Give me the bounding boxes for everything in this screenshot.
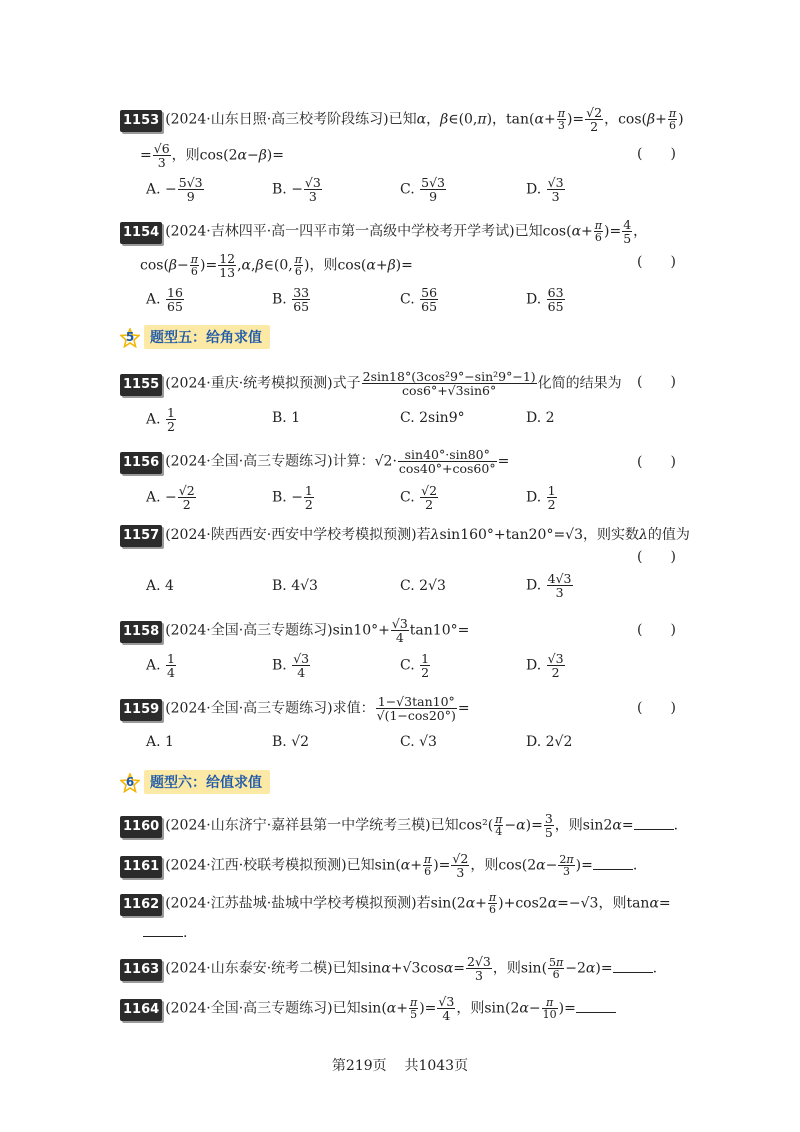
option-c: C. 2sin9° (400, 410, 465, 426)
answer-paren: ( ) (637, 374, 676, 390)
option-b: B. − $\frac{1}{2}$ (272, 483, 313, 512)
option-b: B. 4√3 (272, 578, 318, 594)
problem-source: (2024·吉林四平·高一四平市第一高级中学校考开学考试) (165, 223, 515, 240)
problem-number: 1156 (120, 452, 162, 474)
answer-paren: ( ) (637, 622, 676, 638)
section-title: 题型五：给角求值 (144, 325, 270, 349)
section-header-6 (120, 770, 270, 794)
option-c: C. $\frac{√2}{2}$ (400, 483, 438, 512)
problem-source: (2024·全国·高三专题练习) (165, 453, 333, 470)
star-icon: 6 (120, 773, 140, 793)
problem-number: 1160 (120, 816, 162, 838)
problem-number: 1158 (120, 621, 162, 643)
problem-source: (2024·山东泰安·统考二模) (165, 960, 333, 977)
page-number: 第219页 (331, 1058, 387, 1074)
problem-number: 1154 (120, 222, 162, 244)
option-c: C. $\frac{56}{65}$ (400, 285, 438, 314)
page-footer (0, 1055, 800, 1075)
option-a: A. $\frac{1}{4}$ (146, 651, 175, 680)
answer-paren: ( ) (637, 254, 676, 270)
problem-number: 1163 (120, 959, 162, 981)
problem-1161: 1161 (2024·江西·校联考模拟预测)已知sin(α+ $\frac{\pi}{6}$ )= $\frac{√2}{3}$ ，则cos(2α− $\frac{2\pi}{3}$ )= . (120, 852, 637, 879)
option-d: D. $\frac{√3}{2}$ (526, 651, 564, 680)
answer-blank[interactable] (634, 815, 674, 830)
problem-1154: 1154 (2024·吉林四平·高一四平市第一高级中学校考开学考试)已知cos(α+ $\frac{\pi}{6}$ )= $\frac{4}{5}$ ， (120, 218, 647, 245)
problem-1156: 1156 (2024·全国·高三专题练习)计算：√2· $\frac{\sin 40^\circ\cdot\sin 80^\circ}{\cos 40^\circ+\cos 60^\circ}$ = (120, 448, 509, 475)
option-d: D. $\frac{63}{65}$ (526, 285, 564, 314)
problem-1164: 1164 (2024·全国·高三专题练习)已知sin(α+ $\frac{\pi}{5}$ )= $\frac{√3}{4}$ ，则sin(2α− $\frac{\pi}{10}$ )= (120, 995, 616, 1022)
answer-blank[interactable] (593, 855, 633, 870)
option-a: A. 4 (146, 578, 174, 594)
answer-blank[interactable] (576, 998, 616, 1013)
problem-source: (2024·陕西西安·西安中学校考模拟预测) (165, 527, 417, 543)
answer-paren: ( ) (637, 549, 676, 565)
option-d: D. 2√2 (526, 734, 573, 750)
section-header-5 (120, 325, 270, 349)
problem-number: 1157 (120, 525, 162, 547)
problem-number: 1155 (120, 374, 162, 396)
problem-1154-line2: cos(β− $\frac{\pi}{6}$ )= $\frac{12}{13}$ ,α,β∈(0, $\frac{\pi}{6}$ )，则cos(α+β)= (140, 251, 413, 280)
problem-1153: 1153 (2024·山东日照·高三校考阶段练习)已知α，β∈(0,π)，tan(α+ $\frac{\pi}{3}$ )= $\frac{√2}{2}$ ，cos(β+ $\frac{\pi}{6}$ ) (120, 106, 684, 133)
option-a: A. $\frac{16}{65}$ (146, 285, 183, 314)
answer-paren: ( ) (637, 454, 676, 470)
problem-number: 1164 (120, 999, 162, 1021)
option-b: B. $\frac{√3}{4}$ (272, 651, 310, 680)
option-d: D. $\frac{4√3}{3}$ (526, 571, 572, 600)
option-c: C. $\frac{5√3}{9}$ (400, 175, 445, 204)
problem-1158: 1158 (2024·全国·高三专题练习)sin10°+ $\frac{√3}{4}$ tan10°= (120, 617, 469, 644)
problem-1163: 1163 (2024·山东泰安·统考二模)已知sinα+√3cosα= $\frac{2√3}{3}$ ，则sin( $\frac{5\pi}{6}$ −2α)= . (120, 955, 657, 982)
page-total: 共1043页 (404, 1058, 469, 1074)
problem-source: (2024·江西·校联考模拟预测) (165, 857, 347, 874)
option-b: B. 1 (272, 410, 301, 426)
problem-number: 1159 (120, 699, 162, 721)
option-c: C. √3 (400, 734, 437, 750)
option-d: D. 2 (526, 410, 555, 426)
problem-source: (2024·重庆·统考模拟预测) (165, 375, 333, 392)
problem-number: 1162 (120, 894, 162, 916)
answer-blank[interactable] (143, 922, 183, 937)
option-b: B. − $\frac{√3}{3}$ (272, 175, 321, 204)
problem-number: 1153 (120, 110, 162, 132)
problem-1159: 1159 (2024·全国·高三专题练习)求值： $\frac{1-√3\tan 10^\circ}{√(1-\cos 20^\circ)}$ = (120, 695, 470, 722)
problem-1155: 1155 (2024·重庆·统考模拟预测)式子 $\frac{\text{2sin18°(3cos²9°−sin²9°−1)}}{\cos 6^\circ+√3\sin 6^\circ}$ 化简的结果为 (120, 370, 622, 397)
problem-1162: 1162 (2024·江苏盐城·盐城中学校考模拟预测)若sin(2α+ $\frac{\pi}{6}$ )+cos2α=−√3，则tanα= (120, 892, 671, 916)
option-c: C. $\frac{1}{2}$ (400, 651, 430, 680)
problem-number: 1161 (120, 856, 162, 878)
option-a: A. $\frac{1}{2}$ (146, 405, 175, 434)
option-a: A. − $\frac{5√3}{9}$ (146, 175, 203, 204)
problem-1160: 1160 (2024·山东济宁·嘉祥县第一中学统考三模)已知cos²( $\frac{\pi}{4}$ −α)= $\frac{3}{5}$ ，则sin2α= . (120, 812, 678, 839)
problem-source: (2024·全国·高三专题练习) (165, 1000, 333, 1017)
section-title: 题型六：给值求值 (144, 770, 270, 794)
option-b: B. √2 (272, 734, 310, 750)
option-a: A. − $\frac{√2}{2}$ (146, 483, 195, 512)
problem-source: (2024·山东济宁·嘉祥县第一中学统考三模) (165, 817, 431, 834)
option-a: A. 1 (146, 734, 174, 750)
option-d: D. $\frac{1}{2}$ (526, 483, 556, 512)
problem-source: (2024·山东日照·高三校考阶段练习) (165, 111, 389, 128)
problem-1157: 1157 (2024·陕西西安·西安中学校考模拟预测)若λsin160°+tan20°=√3，则实数λ的值为 (120, 525, 690, 547)
problem-source: (2024·江苏盐城·盐城中学校考模拟预测) (165, 895, 417, 912)
option-d: D. $\frac{√3}{3}$ (526, 175, 564, 204)
option-c: C. 2√3 (400, 578, 446, 594)
answer-paren: ( ) (637, 700, 676, 716)
star-icon: 5 (120, 328, 140, 348)
answer-blank[interactable] (613, 958, 653, 973)
problem-1162-line2: . (143, 922, 187, 943)
problem-source: (2024·全国·高三专题练习) (165, 622, 333, 639)
problem-1153-line2: = $\frac{√6}{3}$ ，则cos(2α−β)= (140, 141, 284, 170)
problem-source: (2024·全国·高三专题练习) (165, 700, 333, 717)
answer-paren: ( ) (637, 146, 676, 162)
option-b: B. $\frac{33}{65}$ (272, 285, 310, 314)
